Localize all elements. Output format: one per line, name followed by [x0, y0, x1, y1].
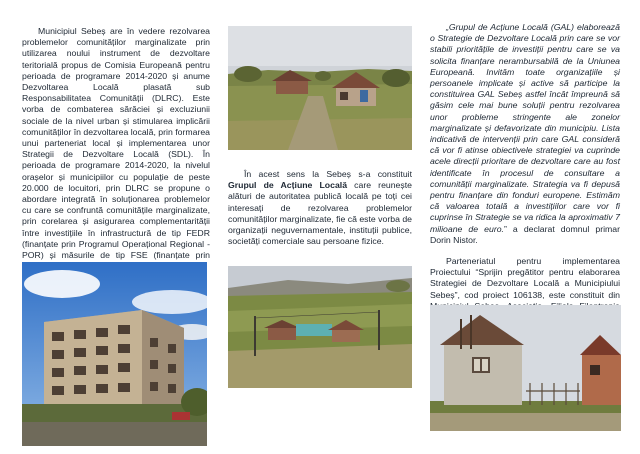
gal-text-before: În acest sens la Sebeș s-a constituit: [244, 169, 412, 179]
partnership-paragraph: Parteneriatul pentru implementarea Proiectului “Sprijin pregătitor pentru elaborarea Strategiei de Dezvoltare Locală a Municipiului Sebeș”, cod proiect 106138, este constituit din: [430, 256, 620, 300]
photo-unfinished-house: [430, 305, 621, 431]
photo-village-houses: [228, 26, 412, 150]
column-3-text: [430, 22, 620, 334]
mayor-quote: „Grupul de Acțiune Locală (GAL) elaborează o Strategie de Dezvoltare Locală prin care se vor stabili prioritățile de investiții pentru care se va solicita finanțare nerambursabilă de la Uniunea Europeană. Invităm toate organizațiile și persoanele implicate și active să participe la constituirea GAL Sebeș astfel încât împreună să găsim cele mai bune soluții pentru rezolvarea unor probleme stringente ale zonelor marginalizate și defavorizate din municipiu. Lista indicativă de intervenții prin care GAL consideră că vor fi atinse obiectivele strategiei va cuprinde acele direcții prioritare de dezvoltare care au fost identificate în procesul de consultare a comunității marginalizate. Strategia va fi depusă pentru finanțare din fonduri europene. Estimăm că valoarea totală a investițiilor care vor fi cuprinse în Strategie se va ridica la aproximativ 7 milioane de euro.: [430, 22, 620, 234]
gal-text-after: care reunește alături de autoritatea publică locală pe toți cei interesați de rezolvarea problemelor comunităților marginalizate, fie că este vorba de organizații neguvernamentale, instituții publice, societăți comerciale sau persoane fizice.: [228, 180, 412, 247]
mayor-quote-paragraph: [430, 22, 620, 246]
column-2-text: [228, 169, 412, 247]
gal-group-name: Grupul de Acțiune Locală: [228, 180, 348, 191]
quote-attribution: ” a declarat domnul primar Dorin Nistor.: [430, 223, 620, 245]
photo-fields-settlement: [228, 266, 412, 388]
intro-paragraph: Municipiul Sebeș are în vedere rezolvarea problemelor comunităților marginalizate prin utilizarea noului instrument de dezvoltare teritorială propus de Comisia Europeană pentru perioada de programare 2014-2020 și anume Dezvoltarea Locală plasată sub Responsabilitatea Comunității (DLRC). Este vorba de combaterea sărăciei și excluziunii sociale de la nivel urban și stimularea implicării comunităților în dezvoltarea locală, prin formarea unui parteneriat local și implementarea unor Strategii de Dezvoltare Locală (SDL). În perioada de programare 2014-2020, la nivelul orașelor și municipiilor cu populație de peste 20.000 de locuitori, prin DLRC se propune o abordare integrată în soluționarea problemelor cu care se confruntă comunitățile marginalizate, prin corelarea și asigurarea complementarității între investițiile în infrastructură de tip FEDR (finanțate prin Programul Operațional Regional - POR) și măsurile de tip FSE (finanțate prin: [22, 26, 210, 261]
column-1-text: [22, 26, 210, 272]
gal-paragraph: [228, 169, 412, 247]
photo-apartment-block: [22, 262, 207, 446]
